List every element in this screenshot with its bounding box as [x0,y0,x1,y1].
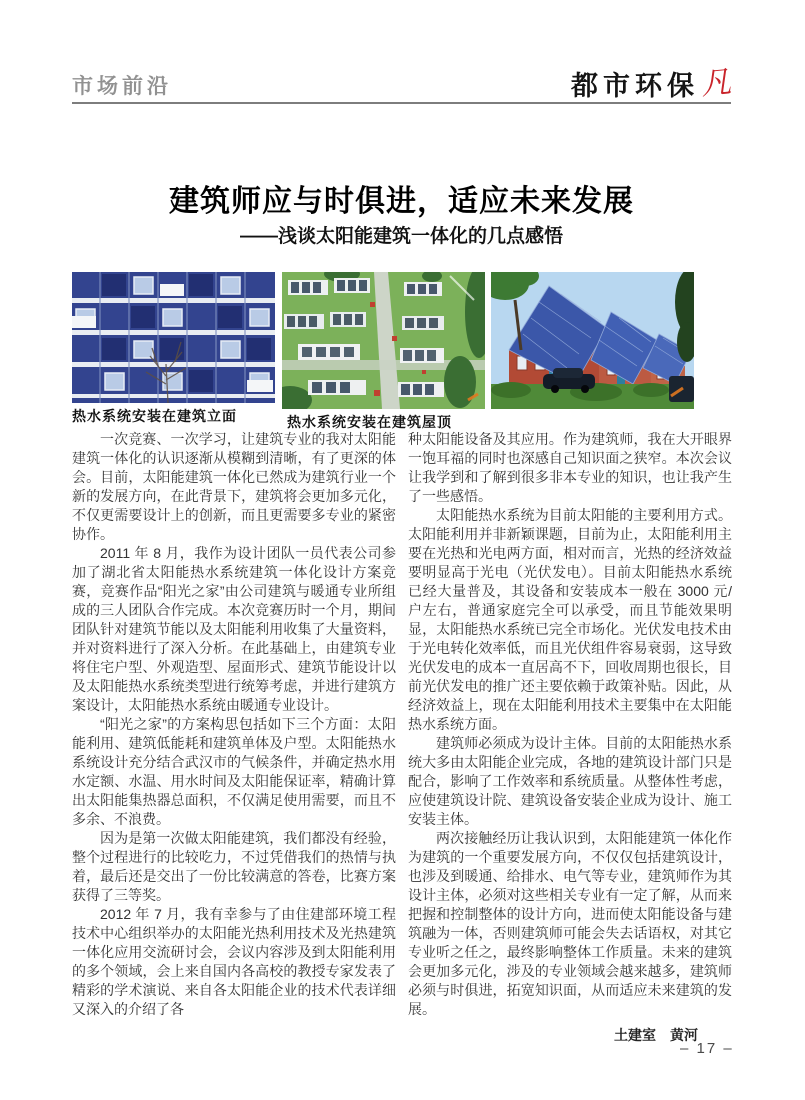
paragraph: 因为是第一次做太阳能建筑，我们都没有经验，整个过程进行的比较吃力，不过凭借我们的热情与执着，最后还是交出了一份比较满意的答卷，比赛方案获得了三等奖。 [72,830,396,903]
paragraph: “阳光之家”的方案构思包括如下三个方面：太阳能利用、建筑低能耗和建筑单体及户型。太阳能热水系统设计充分结合武汉市的气候条件，并确定热水用水定额、水温、用水时间及太阳能保证率，精确计算出太阳能集热器总面积，不仅满足使用需要，而且不多余、不浪费。 [72,716,396,827]
article-title: 建筑师应与时俱进，适应未来发展 [169,184,634,219]
brand-logo [571,64,731,103]
author-byline: 土建室 黄河 [614,1027,698,1043]
text-column-left [72,430,396,1019]
text-column-right [408,430,732,1045]
photo-solar-houses-street [491,272,694,409]
photo-caption-facade: 热水系统安装在建筑立面 [72,408,237,424]
aerial-illustration [282,272,485,409]
photo-building-facade [72,272,275,403]
street-illustration [491,272,694,409]
brand-text: 都市环保 [571,71,699,102]
article-subtitle: ——浅谈太阳能建筑一体化的几点感悟 [239,226,563,247]
page-number: – 17 – [680,1040,734,1057]
photo-aerial-rooftops [282,272,485,409]
paragraph: 太阳能热水系统为目前太阳能的主要利用方式。太阳能利用并非新颖课题，目前为止，太阳能利用主要在光热和光电两方面，相对而言，光热的经济效益要明显高于光电（光伏发电）。目前太阳能热水系统已经大量普及，其设备和安装成本一般在 3000 元/ 户左右，普通家庭完全可以承受，而且节能效果明显，太阳能热水系统已完全市场化。光伏发电技术由于光电转化效率低，而且光伏组件容易衰弱，这导致光伏发电的成本一直居高不下，回收周期也很长，目前光伏发电的推广还主要依赖于政策补贴。因此，从经济效益上，现在太阳能利用技术主要集中在太阳能热水系统方面。 [408,507,732,732]
photo-caption-roof: 热水系统安装在建筑屋顶 [287,414,452,430]
section-label: 市场前沿 [72,75,172,98]
paragraph: 两次接触经历让我认识到，太阳能建筑一体化作为建筑的一个重要发展方向，不仅仅包括建筑设计，也涉及到暖通、给排水、电气等专业，建筑师作为其设计主体，必须对这些相关专业有一定了解，从而来把握和控制整体的设计方向，进而使太阳能设备与建筑融为一体，否则建筑师可能会失去话语权，对其它专业听之任之，最终影响整体工作质量。未来的建筑会更加多元化，涉及的专业领域会越来越多，建筑师必须与时俱进，拓宽知识面，从而适应未来建筑的发展。 [408,830,732,1017]
paragraph: 2011 年 8 月，我作为设计团队一员代表公司参加了湖北省太阳能热水系统建筑一体化设计方案竞赛，竞赛作品“阳光之家”由公司建筑与暖通专业所组成的三人团队合作完成。本次竞赛历时一个月，期间团队针对建筑节能以及太阳能利用收集了大量资料，并对资料进行了深入分析。在此基础上，由建筑专业将住宅户型、外观造型、屋面形式、建筑节能设计以及太阳能热水系统类型进行统筹考虑，并进行建筑方案设计，太阳能热水系统由暖通专业设计。 [72,545,396,713]
paragraph: 2012 年 7 月，我有幸参与了由住建部环境工程技术中心组织举办的太阳能光热利用技术及光热建筑一体化应用交流研讨会，会议内容涉及到太阳能利用的多个领域，会上来自国内各高校的教授专家发表了精彩的学术演说、来自各太阳能企业的技术代表详细又深入的介绍了各 [72,906,396,1017]
header-rule [72,102,731,104]
paragraph: 种太阳能设备及其应用。作为建筑师，我在大开眼界一饱耳福的同时也深感自己知识面之狭窄。本次会议让我学到和了解到很多非本专业的知识，也让我产生了一些感悟。 [408,431,732,504]
facade-illustration [72,272,275,403]
red-seal-icon: 凡 [699,64,733,102]
paragraph: 一次竞赛、一次学习，让建筑专业的我对太阳能建筑一体化的认识逐渐从模糊到清晰，有了更深的体会。目前，太阳能建筑一体化已然成为建筑行业一个新的发展方向，在此背景下，建筑将会更加多元化，不仅更需要设计上的创新，而且更需要多专业的紧密协作。 [72,431,396,542]
paragraph: 建筑师必须成为设计主体。目前的太阳能热水系统大多由太阳能企业完成，各地的建筑设计部门只是配合，影响了工作效率和系统质量。从整体性考虑，应使建筑设计院、建筑设备安装企业成为设计、施工安装主体。 [408,735,732,827]
